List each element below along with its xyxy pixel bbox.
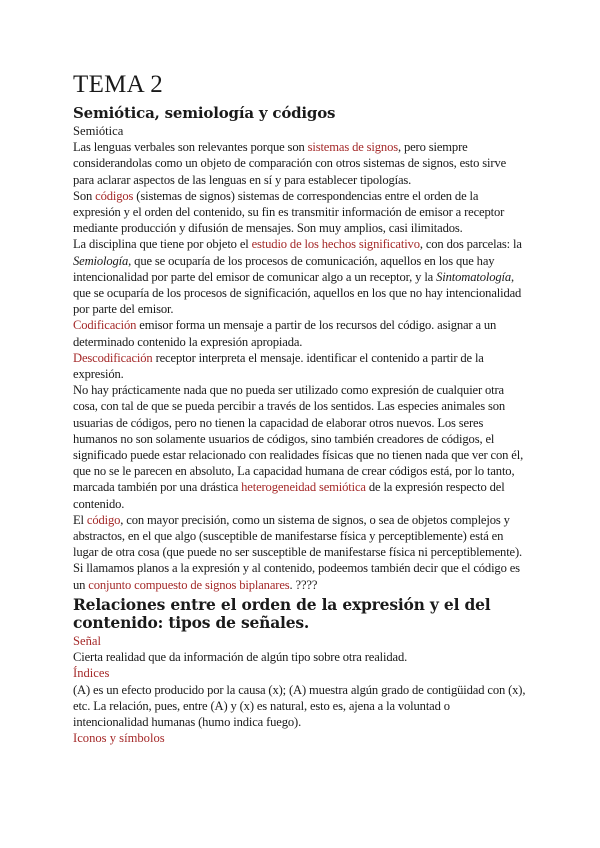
highlight-conjunto: conjunto compuesto de signos biplanares [88, 577, 290, 592]
highlight-heterogeneidad: heterogeneidad semiótica [241, 480, 366, 495]
label-iconos-simbolos: Iconos y símbolos [73, 731, 165, 746]
paragraph-3: La disciplina que tiene por objeto el estudio de los hechos significativo, con dos parcelas: la Semiología, que se ocuparía de los procesos de comunicación, aquellos en los que hay intencionalidad por parte del emisor de comunicar algo a un receptor, y la Sintomatología, que se ocuparía de los procesos de significación, aquellos en los que no hay intencionalidad por parte del emisor. [73, 237, 522, 317]
section-heading-relaciones: Relaciones entre el orden de la expresión y el del contenido: tipos de señales. [73, 594, 491, 632]
paragraph-2: Son códigos (sistemas de signos) sistemas de correspondencias entre el orden de la expresión y el orden del contenido, su fin es transmitir información de emisor a receptor mediante producción y difusión de mensajes. Son muy amplios, casi ilimitados. [73, 188, 505, 236]
highlight-codigo: código [86, 512, 121, 527]
highlight-sistemas-de-signos: sistemas de signos [307, 140, 398, 155]
paragraph-codificacion: Codificación emisor forma un mensaje a partir de los recursos del código. asignar a un determinado contenido la expresión apropiada. [73, 318, 497, 349]
highlight-codificacion: Codificación [73, 318, 137, 333]
highlight-descodificacion: Descodificación [73, 350, 153, 365]
document-page [73, 70, 528, 746]
text-senal: Cierta realidad que da información de algún tipo sobre otra realidad. [73, 650, 408, 665]
page-title: TEMA 2 [73, 71, 163, 98]
text-indices: (A) es un efecto producido por la causa (x); (A) muestra algún grado de contigüidad con (x), etc. La relación, pues, entre (A) y (x) es natural, esto es, ajena a la voluntad o intencionalidad humanas (humo indica fuego). [73, 682, 526, 729]
highlight-codigos: códigos [95, 188, 134, 203]
term-semiologia: Semiología [73, 253, 129, 268]
paragraph-descodificacion: Descodificación receptor interpreta el mensaje. identificar el contenido a partir de la expresión. [73, 350, 484, 382]
highlight-estudio-hechos: estudio de los hechos significativo [251, 237, 420, 252]
label-senal: Señal [73, 633, 101, 648]
paragraph-6: No hay prácticamente nada que no pueda ser utilizado como expresión de cualquier otra cosa, con tal de que se pueda percibir a través de los sentidos. Las especies animales son usuarias de códigos, pero no tienen la capacidad de elaborar otros nuevos. Los seres humanos no son solamente usuarios de códigos, sino también creadores de códigos, el significado puede estar relacionado con realidades físicas que no tienen nada que ver con él, que no se le parecen en absoluto, La capacidad humana de crear códigos está, por lo tanto, marcada también por una drástica heterogeneidad semiótica de la expresión respecto del contenido. [73, 383, 524, 511]
section-heading-semiotica: Semiótica, semiología y códigos [73, 104, 336, 122]
paragraph-7: El código, con mayor precisión, como un sistema de signos, o sea de objetos complejos y abstractos, en el que algo (susceptible de manifestarse física y perceptiblemente) está en lugar de otra cosa (que puede no ser susceptible de manifestarse física ni perceptiblemente). Si llamamos planos a la expresión y al contenido, podeemos también decir que el código es un conjunto compuesto de signos biplanares. ???? [73, 512, 523, 592]
term-sintomatologia: Sintomatología [436, 269, 511, 284]
subheading-semiotica: Semiótica [73, 124, 124, 138]
paragraph-1: Las lenguas verbales son relevantes porque son sistemas de signos, pero siempre considerandolas como un objeto de comparación con otros sistemas de signos, esto sirve para aclarar aspectos de las lenguas en sí y para establecer tipologías. [73, 140, 507, 187]
label-indices: Índices [73, 666, 110, 681]
